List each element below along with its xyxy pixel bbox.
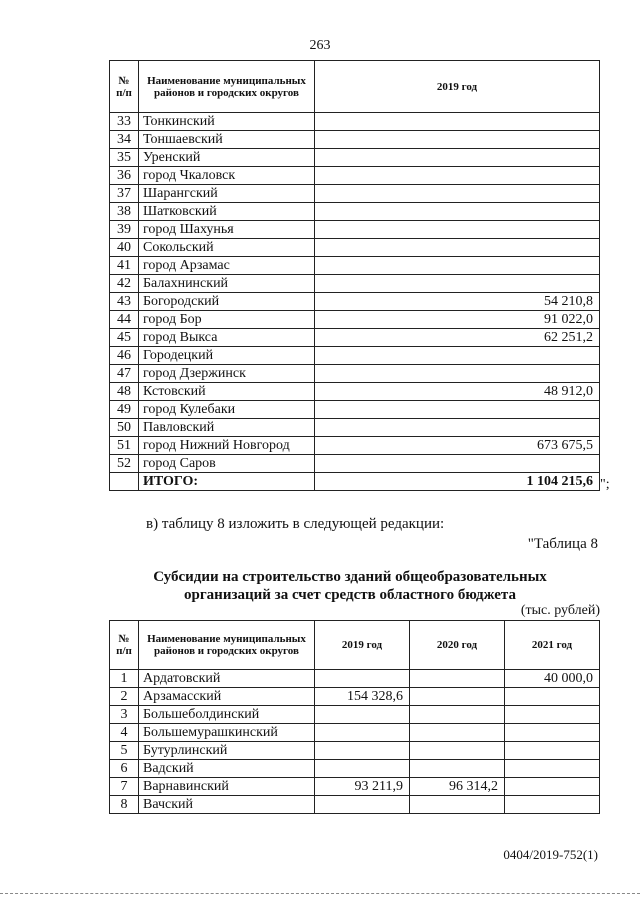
row-name: Арзамасский <box>139 688 315 706</box>
row-name: Варнавинский <box>139 778 315 796</box>
row-value-2020 <box>410 796 505 814</box>
row-name: Бутурлинский <box>139 742 315 760</box>
row-name: Кстовский <box>139 383 315 401</box>
page-number: 263 <box>309 38 331 53</box>
row-value-2019: 54 210,8 <box>315 293 600 311</box>
row-name: Вачский <box>139 796 315 814</box>
row-value-2020 <box>410 670 505 688</box>
row-value-2019 <box>315 113 600 131</box>
row-number: 40 <box>110 239 139 257</box>
row-value-2019 <box>315 365 600 383</box>
row-value-2019 <box>315 275 600 293</box>
table-row <box>110 455 600 473</box>
table-row <box>110 257 600 275</box>
table-row <box>110 149 600 167</box>
total-row <box>110 473 600 491</box>
row-value-2020 <box>410 760 505 778</box>
row-value-2020 <box>410 724 505 742</box>
closing-quote: "; <box>600 477 610 492</box>
row-name: город Саров <box>139 455 315 473</box>
row-number: 37 <box>110 185 139 203</box>
total-num-cell <box>110 473 139 491</box>
units-label: (тыс. рублей) <box>520 603 600 618</box>
subsidy-title-line1: Субсидии на строительство зданий общеобразовательных <box>153 569 547 585</box>
total-value: 1 104 215,6 <box>315 473 600 491</box>
row-value-2019 <box>315 401 600 419</box>
row-value-2019 <box>315 724 410 742</box>
header-num: № п/п <box>110 61 139 113</box>
document-code: 0404/2019-752(1) <box>503 847 598 862</box>
row-name: город Выкса <box>139 329 315 347</box>
row-value-2021 <box>505 796 600 814</box>
row-number: 35 <box>110 149 139 167</box>
row-name: Павловский <box>139 419 315 437</box>
row-number: 33 <box>110 113 139 131</box>
table-row <box>110 401 600 419</box>
row-name: Сокольский <box>139 239 315 257</box>
row-name: город Бор <box>139 311 315 329</box>
row-value-2019 <box>315 706 410 724</box>
row-value-2019: 673 675,5 <box>315 437 600 455</box>
row-value-2021 <box>505 742 600 760</box>
row-number: 39 <box>110 221 139 239</box>
instruction-text: в) таблицу 8 изложить в следующей редакции: <box>146 516 445 532</box>
row-name: Тонкинский <box>139 113 315 131</box>
table-row <box>110 347 600 365</box>
table-row <box>110 706 600 724</box>
row-value-2021 <box>505 760 600 778</box>
table-row <box>110 185 600 203</box>
header-2021: 2021 год <box>505 621 600 670</box>
table-row <box>110 778 600 796</box>
row-number: 49 <box>110 401 139 419</box>
row-value-2021 <box>505 778 600 796</box>
row-value-2019 <box>315 419 600 437</box>
table-header-row <box>110 61 600 113</box>
table-row <box>110 167 600 185</box>
total-label: ИТОГО: <box>139 473 315 491</box>
row-value-2020: 96 314,2 <box>410 778 505 796</box>
row-value-2019 <box>315 185 600 203</box>
row-number: 34 <box>110 131 139 149</box>
row-value-2019 <box>315 760 410 778</box>
row-name: Вадский <box>139 760 315 778</box>
row-name: город Чкаловск <box>139 167 315 185</box>
header-name: Наименование муниципальных районов и городских округов <box>139 61 315 113</box>
row-value-2019 <box>315 239 600 257</box>
row-number: 5 <box>110 742 139 760</box>
row-value-2019 <box>315 149 600 167</box>
row-value-2019 <box>315 455 600 473</box>
row-name: Большеболдинский <box>139 706 315 724</box>
table-row <box>110 670 600 688</box>
table-row <box>110 796 600 814</box>
footer-divider <box>0 893 640 894</box>
row-number: 6 <box>110 760 139 778</box>
row-value-2021: 40 000,0 <box>505 670 600 688</box>
table-row <box>110 131 600 149</box>
row-number: 50 <box>110 419 139 437</box>
row-value-2019 <box>315 221 600 239</box>
row-number: 2 <box>110 688 139 706</box>
table-row <box>110 275 600 293</box>
row-value-2019: 154 328,6 <box>315 688 410 706</box>
table-row <box>110 365 600 383</box>
row-name: город Нижний Новгород <box>139 437 315 455</box>
row-value-2020 <box>410 706 505 724</box>
table-row <box>110 239 600 257</box>
row-value-2020 <box>410 688 505 706</box>
table-row <box>110 203 600 221</box>
header-num: № п/п <box>110 621 139 670</box>
row-name: Тоншаевский <box>139 131 315 149</box>
row-value-2021 <box>505 724 600 742</box>
row-name: город Шахунья <box>139 221 315 239</box>
row-number: 4 <box>110 724 139 742</box>
row-value-2019 <box>315 203 600 221</box>
row-number: 42 <box>110 275 139 293</box>
table-row <box>110 437 600 455</box>
table-header-row <box>110 621 600 670</box>
row-name: Шарангский <box>139 185 315 203</box>
table-row <box>110 724 600 742</box>
row-number: 8 <box>110 796 139 814</box>
row-name: город Арзамас <box>139 257 315 275</box>
row-name: Богородский <box>139 293 315 311</box>
header-name: Наименование муниципальных районов и городских округов <box>139 621 315 670</box>
row-number: 43 <box>110 293 139 311</box>
row-number: 38 <box>110 203 139 221</box>
row-value-2019 <box>315 131 600 149</box>
header-2019: 2019 год <box>315 621 410 670</box>
municipal-table-continued <box>109 60 600 491</box>
row-number: 48 <box>110 383 139 401</box>
row-value-2019: 48 912,0 <box>315 383 600 401</box>
table-row <box>110 329 600 347</box>
row-number: 44 <box>110 311 139 329</box>
row-number: 3 <box>110 706 139 724</box>
table-row <box>110 293 600 311</box>
row-value-2019 <box>315 670 410 688</box>
row-name: Ардатовский <box>139 670 315 688</box>
row-value-2019 <box>315 796 410 814</box>
row-number: 51 <box>110 437 139 455</box>
row-number: 45 <box>110 329 139 347</box>
table-row <box>110 221 600 239</box>
table-row <box>110 742 600 760</box>
table-row <box>110 688 600 706</box>
row-name: Уренский <box>139 149 315 167</box>
row-value-2021 <box>505 688 600 706</box>
subsidy-title <box>0 568 640 604</box>
row-value-2019 <box>315 347 600 365</box>
table-row <box>110 383 600 401</box>
header-2019: 2019 год <box>315 61 600 113</box>
row-value-2021 <box>505 706 600 724</box>
row-number: 47 <box>110 365 139 383</box>
table-row <box>110 760 600 778</box>
row-name: город Дзержинск <box>139 365 315 383</box>
row-number: 36 <box>110 167 139 185</box>
row-number: 1 <box>110 670 139 688</box>
row-value-2019 <box>315 257 600 275</box>
table-row <box>110 311 600 329</box>
header-2020: 2020 год <box>410 621 505 670</box>
row-number: 7 <box>110 778 139 796</box>
row-number: 52 <box>110 455 139 473</box>
row-number: 46 <box>110 347 139 365</box>
row-name: Балахнинский <box>139 275 315 293</box>
subsidy-title-line2: организаций за счет средств областного бюджета <box>184 587 516 603</box>
row-value-2019 <box>315 742 410 760</box>
table-row <box>110 419 600 437</box>
table-row <box>110 113 600 131</box>
row-name: Городецкий <box>139 347 315 365</box>
row-value-2019: 93 211,9 <box>315 778 410 796</box>
row-value-2019: 62 251,2 <box>315 329 600 347</box>
table-label: "Таблица 8 <box>527 536 598 552</box>
row-name: Шатковский <box>139 203 315 221</box>
row-value-2019: 91 022,0 <box>315 311 600 329</box>
row-value-2019 <box>315 167 600 185</box>
row-value-2020 <box>410 742 505 760</box>
row-name: город Кулебаки <box>139 401 315 419</box>
row-name: Большемурашкинский <box>139 724 315 742</box>
row-number: 41 <box>110 257 139 275</box>
subsidy-table <box>109 620 600 814</box>
